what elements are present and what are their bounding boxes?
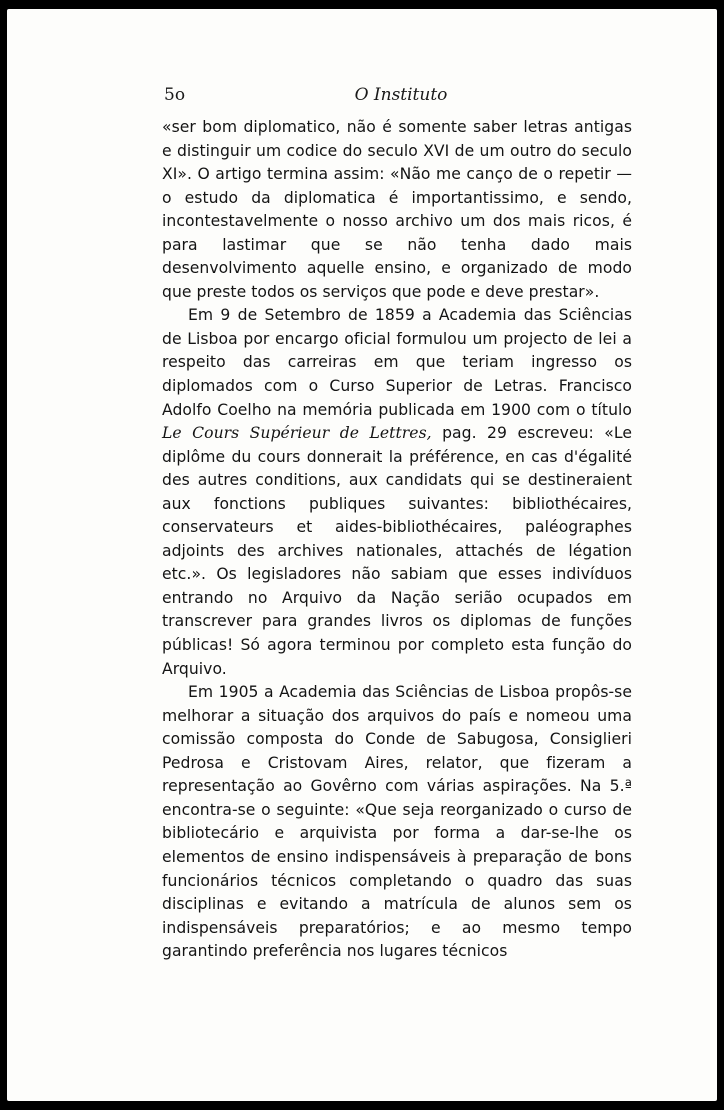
paragraph-text: Em 9 de Setembro de 1859 a Academia das Sciências de Lisboa por encargo oficial formulou um projecto de lei a respeito das carreiras em que teriam ingresso os diplomados com o Curso Superior de Letras. Francisco Adolfo Coelho na memória publicada em 1900 com o título [162, 306, 632, 419]
paragraph: Em 1905 a Academia das Sciências de Lisboa propôs-se melhorar a situação dos arquivos do país e nomeou uma comissão composta do Conde de Sabugosa, Consiglieri Pedrosa e Cristovam Aires, relator, que fizeram a representação ao Govêrno com várias aspirações. Na 5.ª encontra-se o seguinte: «Que seja reorganizado o curso de bibliotecário e arquivista por forma a dar-se-lhe os elementos de ensino indispensáveis à preparação de bons funcionários técnicos completando o quadro das suas disciplinas e evitando a matrícula de alunos sem os indispensáveis preparatórios; e ao mesmo tempo garantindo preferência nos lugares técnicos [162, 683, 632, 961]
running-title: O Instituto [354, 85, 448, 105]
page-header [164, 85, 638, 111]
paragraph-text: pag. 29 escreveu: «Le diplôme du cours donnerait la préférence, en cas d'égalité des autres conditions, aux candidats qui se destineraient aux fonctions publiques suivantes: bibliothécaires, conservateurs et aides-bibliothécaires, paléographes adjoints des archives nationales, attachés de légation etc.». Os legisladores não sabiam que esses indivíduos entrando no Arquivo da Nação serião ocupados em transcrever para grandes livros os diplomas de funções públicas! Só agora terminou por completo esta função do Arquivo. [162, 424, 632, 678]
body-text [162, 116, 632, 964]
page-number: 5o [164, 85, 186, 105]
italic-title: Le Cours Supérieur de Lettres, [162, 424, 432, 443]
paragraph [162, 304, 632, 681]
paragraph: «ser bom diplomatico, não é somente saber letras antigas e distinguir um codice do seculo XVI de um outro do seculo XI». O artigo termina assim: «Não me canço de o repetir — o estudo da diplomatica é importantissimo, e sendo, incontestavelmente o nosso archivo um dos mais ricos, é para lastimar que se não tenha dado mais desenvolvimento aquelle ensino, e organizado de modo que preste todos os serviços que pode e deve prestar». [162, 118, 632, 301]
